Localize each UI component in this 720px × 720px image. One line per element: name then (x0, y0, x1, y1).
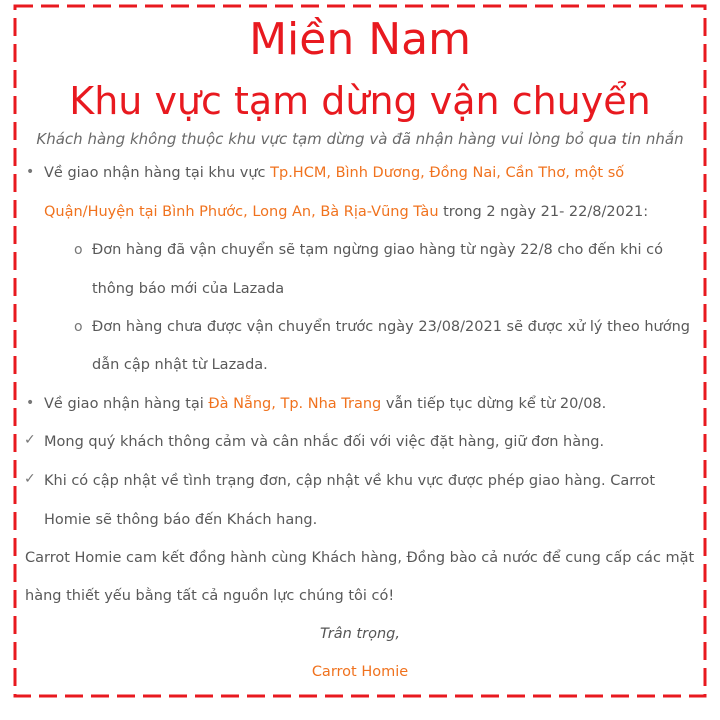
check-item-2-line-2: Homie sẽ thông báo đến Khách hang. (44, 512, 318, 528)
checkmark-icon: ✓ (24, 432, 36, 448)
bullet-2-line (44, 394, 606, 414)
bullet-1-prefix: Về giao nhận hàng tại khu vực (44, 165, 271, 181)
sub-item-2-line-1: Đơn hàng chưa được vận chuyển trước ngày 23/08/2021 sẽ được xử lý theo hướng (92, 319, 690, 335)
bullet-1-highlight-b: Quận/Huyện tại Bình Phước, Long An, Bà Rịa-Vũng Tàu (44, 204, 439, 220)
check-item-1: Mong quý khách thông cảm và cân nhắc đối với việc đặt hàng, giữ đơn hàng. (44, 434, 605, 450)
closing-line-1: Carrot Homie cam kết đồng hành cùng Khách hàng, Đồng bào cả nước để cung cấp các mặt (25, 550, 695, 566)
ignore-notice: Khách hàng không thuộc khu vực tạm dừng và đã nhận hàng vui lòng bỏ qua tin nhắn (36, 130, 684, 148)
sub-item-1-line-2: thông báo mới của Lazada (92, 281, 285, 297)
heading-subtitle: Khu vực tạm dừng vận chuyển (69, 79, 651, 123)
bullet-1-highlight-a: Tp.HCM, Bình Dương, Đồng Nai, Cần Thơ, một số (270, 165, 625, 181)
bullet-dot-icon: • (26, 164, 35, 180)
bullet-2-prefix: Về giao nhận hàng tại (44, 396, 209, 412)
bullet-2-highlight: Đà Nẵng, Tp. Nha Trang (208, 396, 382, 412)
bullet-2-suffix: vẫn tiếp tục dừng kể từ 20/08. (381, 396, 607, 412)
circle-bullet-icon: o (74, 242, 83, 258)
checkmark-icon: ✓ (24, 471, 36, 487)
sub-item-1-line-1: Đơn hàng đã vận chuyển sẽ tạm ngừng giao hàng từ ngày 22/8 cho đến khi có (92, 242, 664, 258)
bullet-1-line-2 (44, 202, 648, 222)
bullet-1-line-1 (44, 163, 624, 183)
circle-bullet-icon: o (74, 319, 83, 335)
signature: Carrot Homie (311, 664, 409, 680)
bullet-dot-icon: • (26, 395, 35, 411)
heading-region: Miền Nam (249, 14, 471, 65)
bullet-1-suffix: trong 2 ngày 21- 22/8/2021: (438, 204, 649, 220)
signoff: Trân trọng, (320, 626, 400, 642)
closing-line-2: hàng thiết yếu bằng tất cả nguồn lực chúng tôi có! (25, 588, 395, 604)
check-item-2-line-1: Khi có cập nhật về tình trạng đơn, cập nhật về khu vực được phép giao hàng. Carrot (44, 473, 656, 489)
sub-item-2-line-2: dẫn cập nhật từ Lazada. (92, 357, 268, 373)
